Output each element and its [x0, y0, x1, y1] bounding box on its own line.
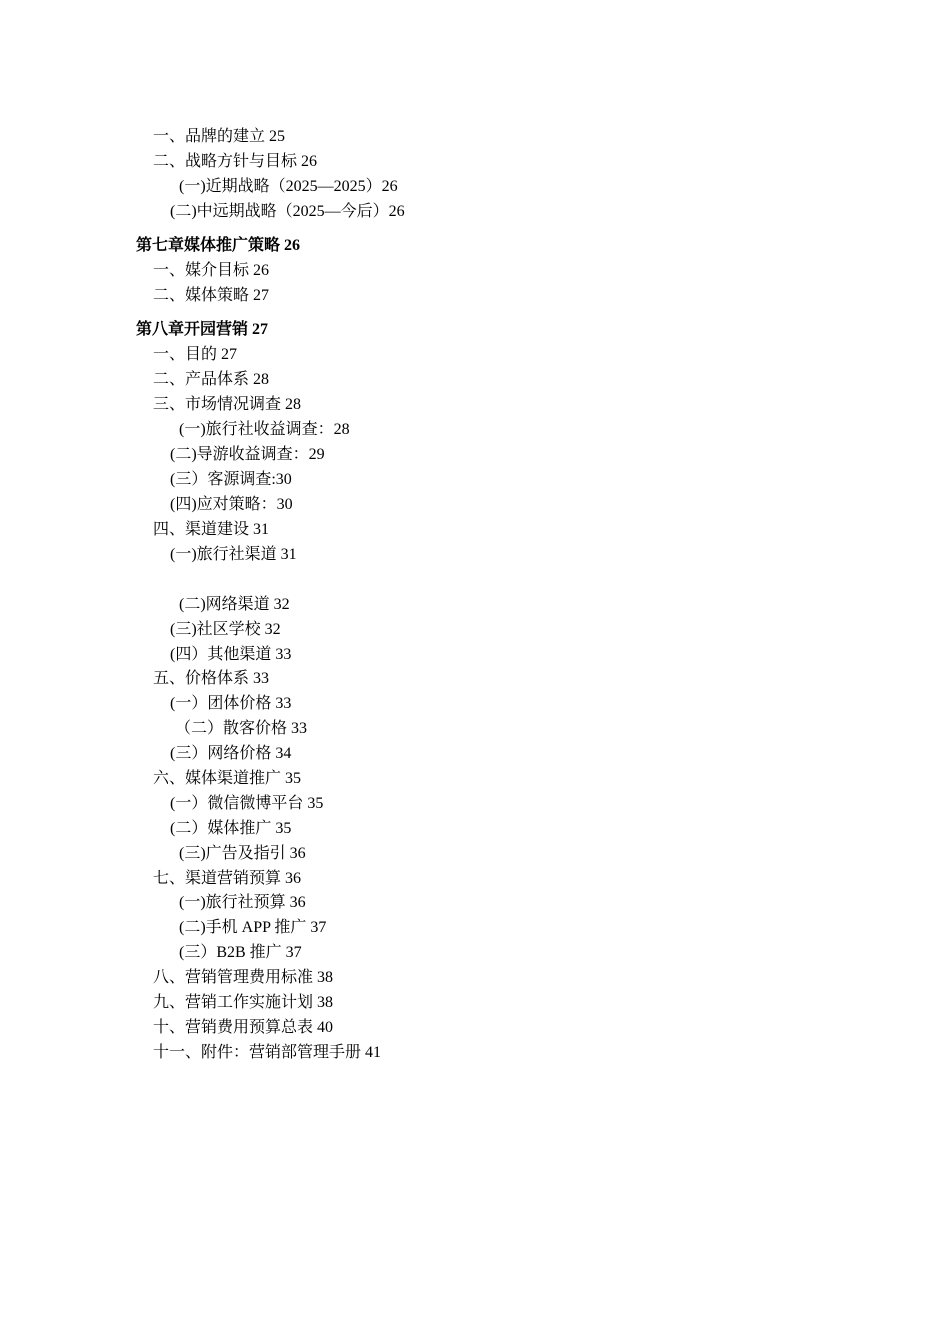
toc-entry: 一、品牌的建立 25: [153, 128, 286, 145]
toc-entry: 九、营销工作实施计划 38: [153, 994, 334, 1011]
toc-entry: 四、渠道建设 31: [153, 521, 270, 538]
toc-entry: 六、媒体渠道推广 35: [153, 770, 302, 787]
toc-entry: (一)近期战略（2025—2025）26: [179, 178, 398, 195]
toc-entry: 二、产品体系 28: [153, 371, 270, 388]
toc-entry: 七、渠道营销预算 36: [153, 870, 302, 887]
toc-entry: 十、营销费用预算总表 40: [153, 1019, 334, 1036]
toc-entry: 八、营销管理费用标准 38: [153, 969, 334, 986]
toc-entry: 二、战略方针与目标 26: [153, 153, 318, 170]
toc-entry: （二）散客价格 33: [175, 720, 308, 737]
toc-entry: (一）微信微博平台 35: [170, 795, 324, 812]
toc-entry: 十一、附件：营销部管理手册 41: [153, 1044, 382, 1061]
toc-entry: (一)旅行社收益调查：28: [179, 421, 350, 438]
toc-chapter-heading: 第八章开园营销 27: [136, 321, 269, 338]
toc-entry: (二)手机 APP 推广 37: [179, 919, 327, 936]
toc-entry: (二）媒体推广 35: [170, 820, 292, 837]
toc-chapter-heading: 第七章媒体推广策略 26: [136, 237, 301, 254]
toc-entry: (三)广告及指引 36: [179, 845, 306, 862]
toc-entry: (一)旅行社预算 36: [179, 894, 306, 911]
toc-entry: 三、市场情况调查 28: [153, 396, 302, 413]
toc-entry: (一）团体价格 33: [170, 695, 292, 712]
toc-entry: 一、目的 27: [153, 346, 238, 363]
toc-entry: (三）客源调查:30: [170, 471, 292, 488]
toc-entry: (四）其他渠道 33: [170, 646, 292, 663]
toc-entry: (一)旅行社渠道 31: [170, 546, 297, 563]
toc-entry: (二)导游收益调查：29: [170, 446, 325, 463]
toc-entry: (二)中远期战略（2025—今后）26: [170, 203, 405, 220]
toc-entry: (二)网络渠道 32: [179, 596, 290, 613]
toc-entry: 五、价格体系 33: [153, 670, 270, 687]
toc-entry: (三）网络价格 34: [170, 745, 292, 762]
toc-entry: (三)社区学校 32: [170, 621, 281, 638]
toc-entry: (三）B2B 推广 37: [179, 944, 302, 961]
toc-entry: (四)应对策略：30: [170, 496, 293, 513]
toc-entry: 二、媒体策略 27: [153, 287, 270, 304]
toc-entry: 一、媒介目标 26: [153, 262, 270, 279]
